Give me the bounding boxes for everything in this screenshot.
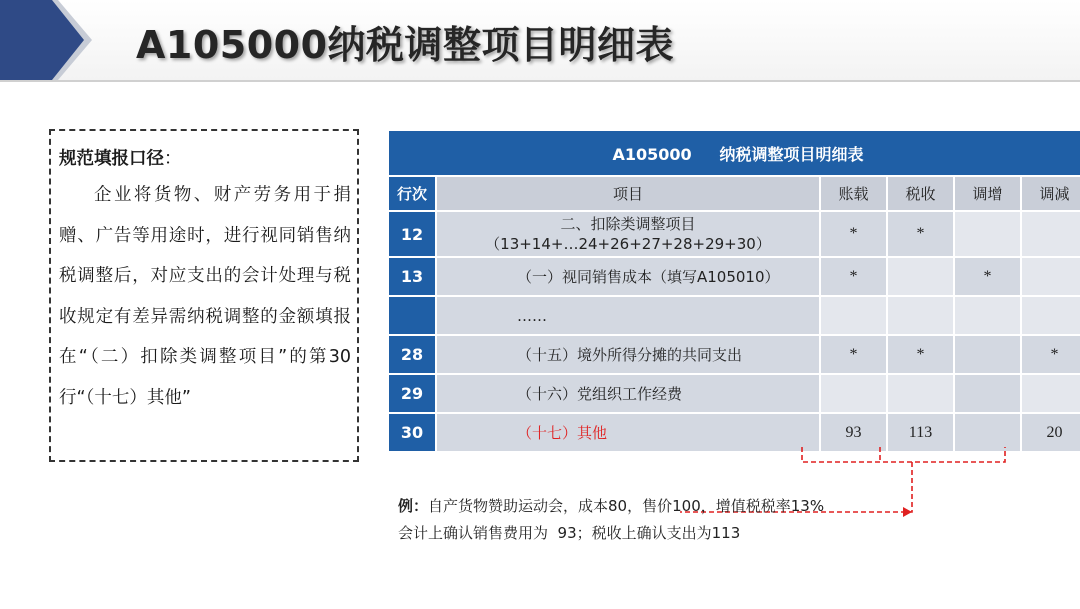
table-row — [388, 211, 1080, 257]
row-decrease-value — [1021, 257, 1080, 296]
table-row — [388, 335, 1080, 374]
row-increase-value — [954, 335, 1021, 374]
row-decrease-value: * — [1021, 335, 1080, 374]
row-book-value: * — [820, 211, 887, 257]
row-item: （一）视同销售成本（填写A105010） — [436, 257, 820, 296]
header-rule — [0, 80, 1080, 82]
row-item: （十六）党组织工作经费 — [436, 374, 820, 413]
row-decrease-value: 20 — [1021, 413, 1080, 452]
row-book-value: * — [820, 335, 887, 374]
row-tax-value: 113 — [887, 413, 954, 452]
col-header-item: 项目 — [436, 176, 820, 211]
connector-arrow-head — [903, 507, 912, 517]
example-line2: 会计上确认销售费用为 93；税收上确认支出为113 — [398, 524, 741, 542]
row-decrease-value — [1021, 211, 1080, 257]
note-body: 企业将货物、财产劳务用于捐赠、广告等用途时，进行视同销售纳税调整后，对应支出的会计处理与税收规定有差异需纳税调整的金额填报在“（二）扣除类调整项目”的第30行“（十七）其他” — [59, 185, 351, 408]
row-increase-value — [954, 211, 1021, 257]
note-heading-colon: ： — [164, 149, 182, 169]
note-heading-line — [59, 143, 351, 175]
col-header-decrease: 调减 — [1021, 176, 1080, 211]
row-number: 30 — [388, 413, 436, 452]
row-decrease-value — [1021, 374, 1080, 413]
row-book-value — [820, 296, 887, 335]
row-book-value: * — [820, 257, 887, 296]
table-row — [388, 296, 1080, 335]
row-tax-value: * — [887, 211, 954, 257]
example-label: 例： — [398, 497, 429, 515]
slide-title: A105000纳税调整项目明细表 — [136, 23, 675, 67]
row-tax-value — [887, 296, 954, 335]
table-row — [388, 257, 1080, 296]
header-arrow-shape — [0, 0, 92, 80]
row-tax-value: * — [887, 335, 954, 374]
example-line1-text: 自产货物赞助运动会，成本80，售价100，增值税税率13% — [428, 497, 825, 515]
row-item-line1: 二、扣除类调整项目 — [560, 215, 696, 233]
row-number: 28 — [388, 335, 436, 374]
row-number — [388, 296, 436, 335]
row-book-value: 93 — [820, 413, 887, 452]
row-number: 29 — [388, 374, 436, 413]
filing-note-box — [49, 129, 359, 462]
header-arrow-fill — [0, 0, 84, 80]
row-increase-value — [954, 374, 1021, 413]
row-decrease-value — [1021, 296, 1080, 335]
table-row — [388, 413, 1080, 452]
col-header-tax: 税收 — [887, 176, 954, 211]
row-number: 12 — [388, 211, 436, 257]
row-item-line2: （13+14+…24+26+27+28+29+30） — [485, 235, 771, 253]
row-increase-value — [954, 296, 1021, 335]
row-increase-value: * — [954, 257, 1021, 296]
row-item — [436, 211, 820, 257]
row-number: 13 — [388, 257, 436, 296]
col-header-rownum: 行次 — [388, 176, 436, 211]
row-item: （十五）境外所得分摊的共同支出 — [436, 335, 820, 374]
col-header-book: 账载 — [820, 176, 887, 211]
row-item: （十七）其他 — [436, 413, 820, 452]
row-item: …… — [436, 296, 820, 335]
row-book-value — [820, 374, 887, 413]
row-tax-value — [887, 257, 954, 296]
col-header-increase: 调增 — [954, 176, 1021, 211]
row-tax-value — [887, 374, 954, 413]
table-row — [388, 374, 1080, 413]
tax-adjustment-table — [387, 131, 1080, 453]
row-increase-value — [954, 413, 1021, 452]
example-block — [398, 493, 824, 547]
example-line1 — [398, 493, 824, 520]
table-title: A105000 纳税调整项目明细表 — [388, 131, 1080, 176]
note-heading: 规范填报口径 — [59, 149, 164, 169]
